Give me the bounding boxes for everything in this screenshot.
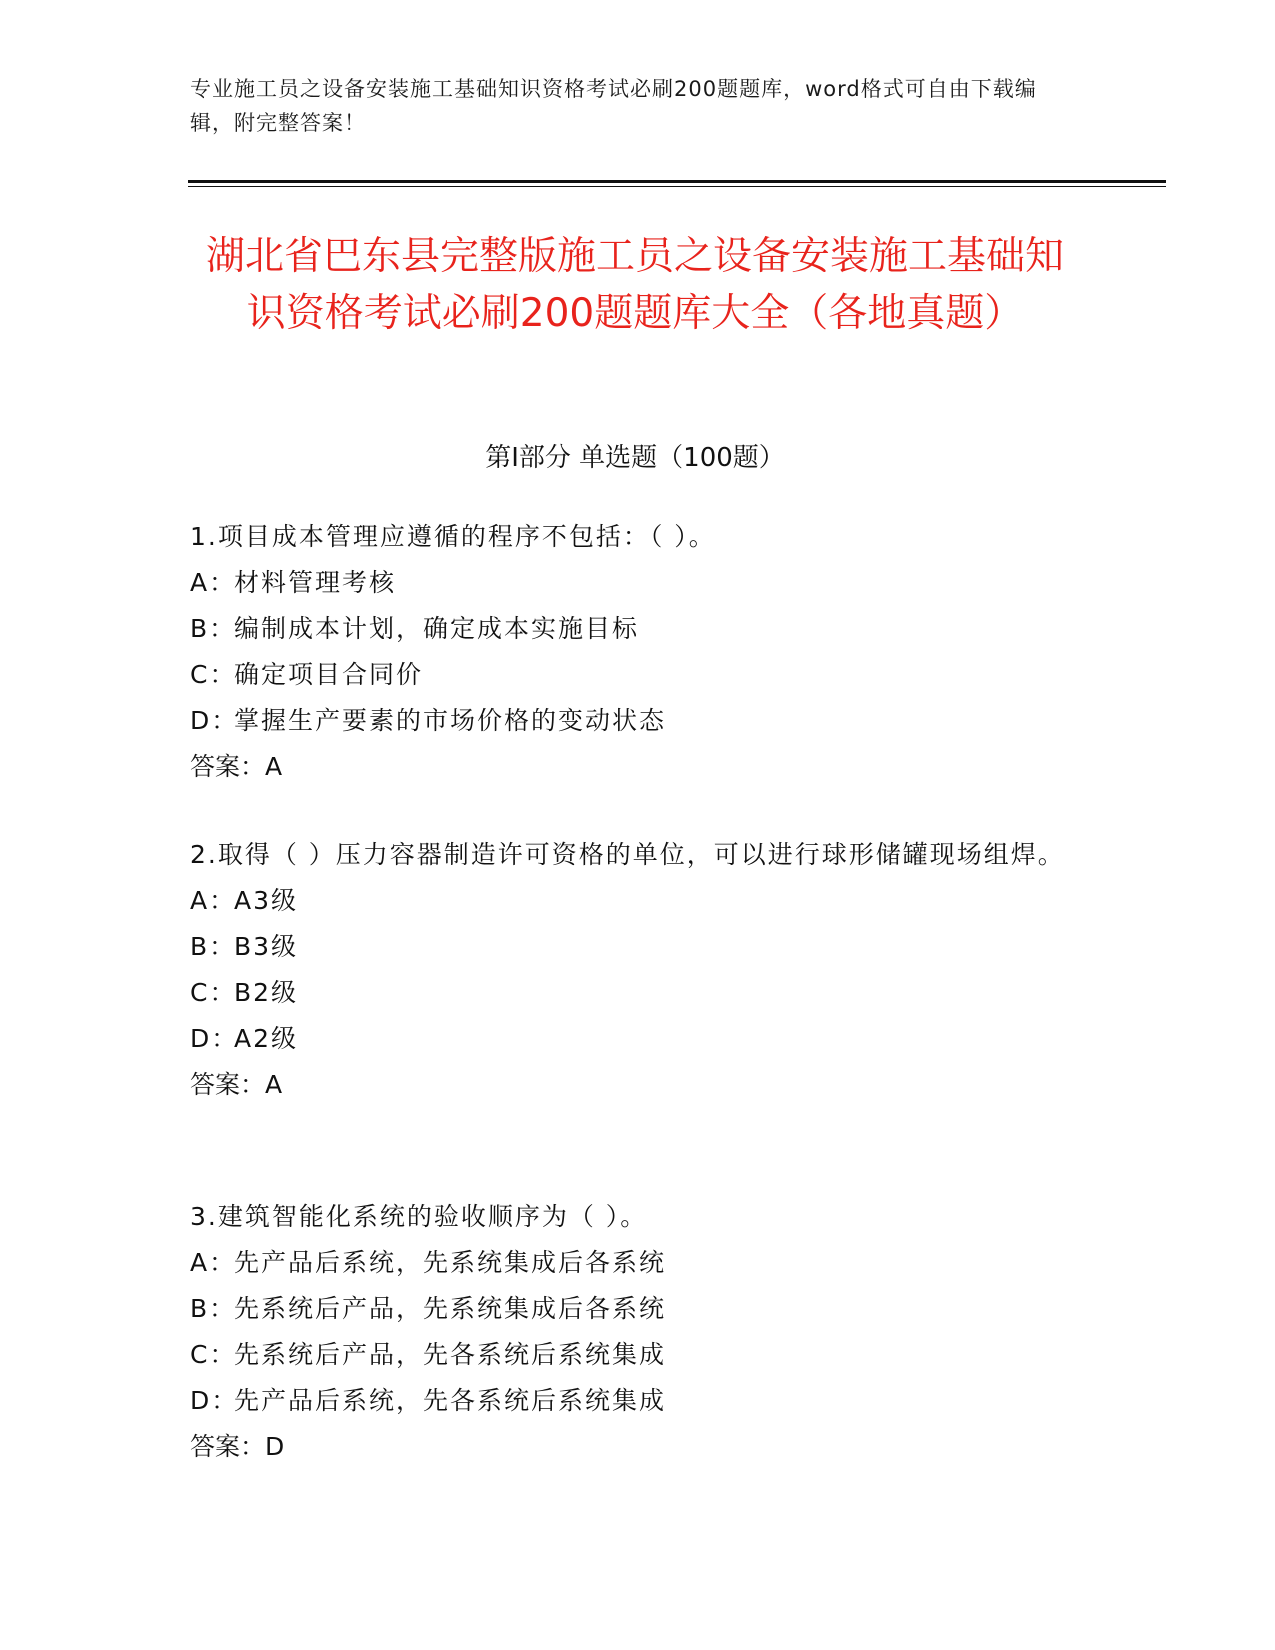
option-a [190,560,1090,606]
option-b [190,606,1090,652]
question-stem: 2.取得（ ）压力容器制造许可资格的单位，可以进行球形储罐现场组焊。 [190,840,1065,869]
option-key: B： [190,932,237,961]
option-text: 先产品后系统，先系统集成后各系统 [234,1248,667,1277]
option-key: C： [190,660,237,689]
option-text: 先产品后系统，先各系统后系统集成 [234,1386,667,1415]
option-key: A： [190,886,237,915]
question-stem: 1.项目成本管理应遵循的程序不包括：（ ）。 [190,522,716,551]
option-text: 确定项目合同价 [234,660,424,689]
option-key: A： [190,568,237,597]
option-key: D： [190,1024,239,1053]
option-b [190,924,1090,970]
option-a [190,1240,1090,1286]
option-a [190,878,1090,924]
option-c [190,1332,1090,1378]
option-text: B2级 [234,978,299,1007]
header-divider-thick [188,180,1166,183]
option-d [190,1016,1090,1062]
option-key: D： [190,1386,239,1415]
option-b [190,1286,1090,1332]
option-d [190,698,1090,744]
option-c [190,652,1090,698]
option-key: D： [190,706,239,735]
option-text: 先系统后产品，先系统集成后各系统 [234,1294,667,1323]
option-c [190,970,1090,1016]
answer: 答案：D [190,1432,285,1461]
option-key: C： [190,1340,237,1369]
option-text: 掌握生产要素的市场价格的变动状态 [234,706,667,735]
option-key: B： [190,1294,237,1323]
option-text: B3级 [234,932,299,961]
option-text: A3级 [234,886,299,915]
answer: 答案：A [190,1070,283,1099]
option-d [190,1378,1090,1424]
question-1 [190,514,1090,790]
option-text: 先系统后产品，先各系统后系统集成 [234,1340,667,1369]
option-key: B： [190,614,237,643]
option-key: C： [190,978,237,1007]
document-title: 湖北省巴东县完整版施工员之设备安装施工基础知识资格考试必刷200题题库大全（各地真题） [205,234,1064,336]
option-text: 材料管理考核 [234,568,397,597]
header-divider-thin [188,186,1166,187]
answer: 答案：A [190,752,283,781]
option-text: A2级 [234,1024,299,1053]
option-key: A： [190,1248,237,1277]
section-title: 第I部分 单选题（100题） [485,443,785,473]
option-text: 编制成本计划，确定成本实施目标 [234,614,640,643]
question-2 [190,832,1090,1108]
question-stem: 3.建筑智能化系统的验收顺序为（ ）。 [190,1202,648,1231]
question-3 [190,1194,1090,1470]
header-note: 专业施工员之设备安装施工基础知识资格考试必刷200题题库，word格式可自由下载编辑，附完整答案！ [190,77,1037,135]
